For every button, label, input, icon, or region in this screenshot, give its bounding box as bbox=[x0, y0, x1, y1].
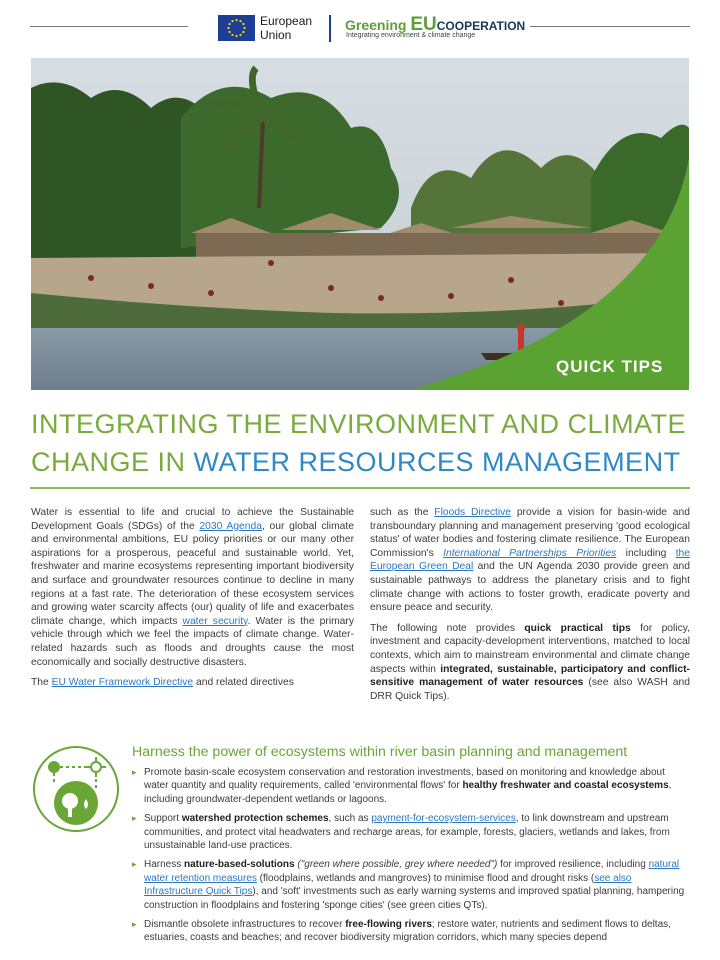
list-item: ▸ Harness nature-based-solutions ("green where possible, grey where needed") for improved resilience, including natural water retention measures (floodplains, wetlands and mangroves) to minimise flood and drought risks (see also Infrastructure Quick Tips), and 'soft' investments such as early warning systems and improved spatial planning, hampering construction in floodplains and fostering 'sponge cities' (see green cities QTs). bbox=[132, 858, 692, 912]
river-village-photo bbox=[31, 58, 689, 390]
link-2030-agenda[interactable]: 2030 Agenda bbox=[199, 520, 262, 532]
section-heading: Harness the power of ecosystems within river basin planning and management bbox=[132, 744, 628, 760]
link-floods-directive[interactable]: Floods Directive bbox=[434, 507, 512, 518]
eu-star bbox=[242, 31, 244, 33]
quick-tips-label: QUICK TIPS bbox=[556, 357, 664, 376]
eu-star bbox=[235, 19, 237, 21]
link-payment-for-ecosystem-services[interactable]: payment-for-ecosystem-services bbox=[371, 813, 516, 825]
list-item: ▸ Support watershed protection schemes, such as payment-for-ecosystem-services, to link downstream and upstream communities, and protect vital headwaters and recharge areas, for example, forests, glaciers, wetlands and lakes, from unsustainable land-use practices. bbox=[132, 812, 692, 852]
link-infrastructure-quick-tips[interactable]: see also Infrastructure Quick Tips bbox=[144, 872, 632, 898]
header-rule-left bbox=[30, 26, 188, 27]
ecosystem-icon bbox=[32, 745, 120, 833]
link-water-security[interactable]: water security bbox=[182, 615, 248, 627]
eu-star bbox=[242, 23, 244, 25]
eu-line-2: Union bbox=[260, 28, 292, 42]
list-item: ▸ Dismantle obsolete infrastructures to recover free-flowing rivers; restore water, nutrients and sediment flows to deltas, estuaries, coasts and beaches; and recover biodiversity migration corridors, which many species depend bbox=[132, 918, 692, 945]
eu-star bbox=[235, 35, 237, 37]
eu-word: EU bbox=[410, 14, 437, 35]
page-title bbox=[31, 405, 691, 481]
title-part-1: INTEGRATING THE ENVIRONMENT AND CLIMATE CHANGE IN bbox=[31, 409, 687, 477]
header-rule-right bbox=[530, 26, 690, 27]
intro-column-left bbox=[31, 506, 354, 697]
greening-tagline: Integrating environment & climate change bbox=[346, 32, 476, 39]
cooperation-word: COOPERATION bbox=[436, 19, 526, 33]
eu-star bbox=[239, 34, 241, 36]
intro-paragraph-1: Water is essential to life and crucial to achieve the Sustainable Development Goals (SDGs) of the 2030 Agenda, our global climate and environmental ambitions, EU policy priorities or our many other aspirations for a prosperous, peaceful and sustainable world. Yet, freshwater and marine ecosystems representing important biodiversity and surface and groundwater resources continue to decline in many regions at a fast rate. The deterioration of these ecosystem services and growing water scarcity affects (our) quality of life and exacerbates climate change, which impacts water security. Water is the primary vehicle through which we feel the impacts of climate change. Water-related hazards such as floods and droughts cause the most economically and socially destructive disasters. bbox=[31, 507, 354, 668]
header-separator bbox=[329, 15, 331, 42]
intro-paragraph-2-start: The EU Water Framework Directive and related directives bbox=[31, 677, 294, 689]
eu-star bbox=[227, 27, 229, 29]
title-part-2: WATER RESOURCES MANAGEMENT bbox=[193, 447, 681, 477]
intro-paragraph-2-cont: such as the Floods Directive provide a vision for basin-wide and transboundary planning and management preserving 'good ecological status' of water bodies and fostering climate resilience. The European Commission's International Partnerships Priorities including the European Green Deal and the UN Agenda 2030 provide green and sustainable pathways to address the planetary crisis and to fight climate change with actions to foster growth, eradicate poverty and ensure peace and security. bbox=[370, 507, 690, 614]
eu-flag-icon bbox=[218, 15, 255, 41]
eu-logo-text bbox=[260, 14, 312, 42]
eu-star bbox=[228, 31, 230, 33]
eu-star bbox=[231, 34, 233, 36]
link-eu-water-framework-directive[interactable]: EU Water Framework Directive bbox=[51, 677, 194, 689]
intro-paragraph-3: The following note provides quick practical tips for policy, investment and capacity-development interventions, matched to local contexts, which aim to mainstream environmental and climate change aspects within integrated, sustainable, participatory and conflict-sensitive management of water resources (see also WASH and DRR Quick Tips). bbox=[370, 622, 690, 702]
eu-line-1: European bbox=[260, 14, 313, 28]
eu-star bbox=[239, 20, 241, 22]
link-international-partnerships-priorities[interactable]: International Partnerships Priorities bbox=[443, 547, 617, 559]
greening-word: Greening bbox=[345, 17, 411, 33]
intro-column-right bbox=[370, 506, 690, 710]
list-item: ▸ Promote basin-scale ecosystem conservation and restoration investments, based on monitoring and knowledge about water quantity and quality requirements, called 'environmental flows' for healthy freshwater and coastal ecosystems, including groundwater-dependent wetlands or lagoons. bbox=[132, 766, 692, 806]
eu-star bbox=[243, 27, 245, 29]
eu-star bbox=[228, 23, 230, 25]
section-bullet-list bbox=[132, 766, 692, 951]
link-european-green-deal[interactable]: the European Green Deal bbox=[370, 547, 690, 573]
link-natural-water-retention-measures[interactable]: natural water retention measures bbox=[144, 859, 680, 884]
eu-star bbox=[231, 20, 233, 22]
title-divider bbox=[30, 487, 690, 489]
